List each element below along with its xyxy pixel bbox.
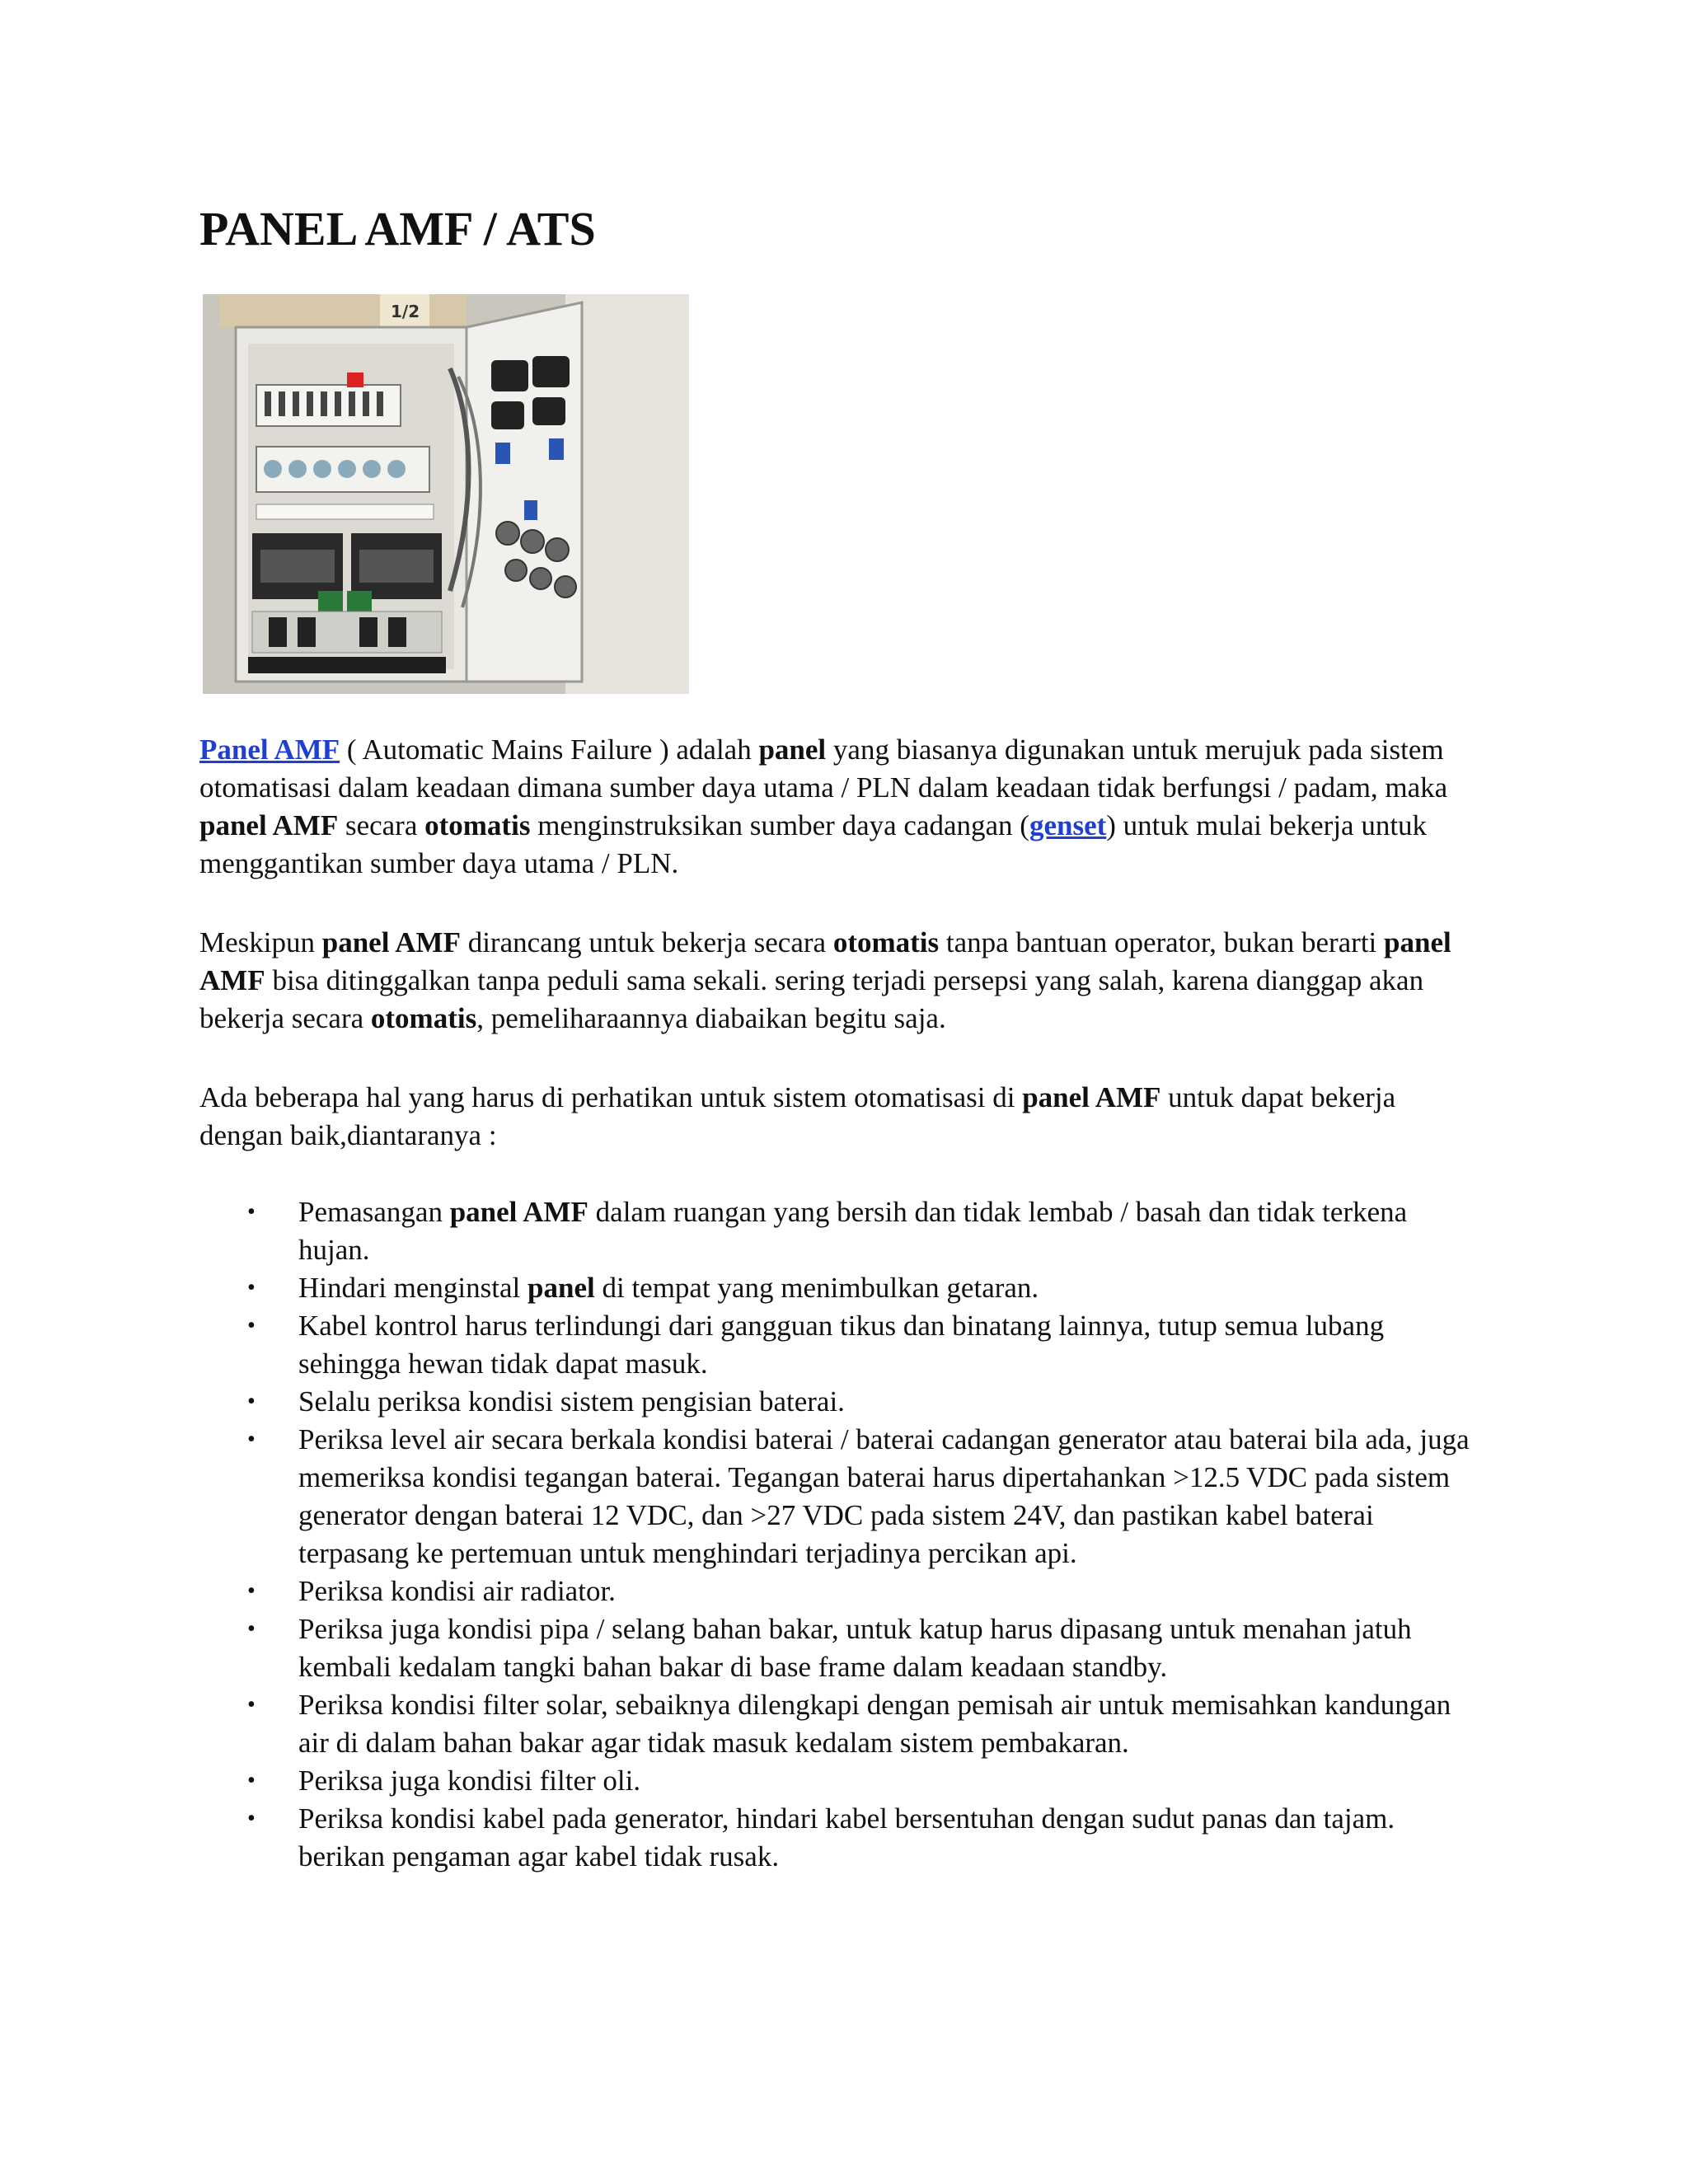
bullet-dot: • (247, 1692, 256, 1718)
text: untuk dapat bekerja dengan baik,diantaranya : (199, 1081, 1396, 1151)
text: tanpa bantuan operator, bukan berarti (939, 926, 1385, 958)
list-item (199, 1383, 1485, 1421)
text: Periksa juga kondisi pipa / selang bahan bakar, untuk katup harus dipasang untuk menahan jatuh kembali kedalam tangki bahan bakar di base frame dalam keadaan standby. (298, 1613, 1412, 1683)
text: Meskipun (199, 926, 322, 958)
text: menginstruksikan sumber daya cadangan ( (530, 809, 1029, 841)
bullet-dot: • (247, 1313, 256, 1338)
page-title: PANEL AMF / ATS (199, 202, 596, 255)
list-item (199, 1307, 1485, 1383)
bold-text: panel (528, 1272, 595, 1304)
checklist (199, 1193, 1485, 1876)
bullet-dot: • (247, 1275, 256, 1301)
text: Ada beberapa hal yang harus di perhatikan untuk sistem otomatisasi di (199, 1081, 1023, 1113)
bold-text: panel AMF (1022, 1081, 1161, 1113)
link-panel-amf[interactable]: Panel AMF (199, 733, 340, 766)
bullet-dot: • (247, 1578, 256, 1604)
bold-text: otomatis (370, 1002, 477, 1034)
text: yang biasanya digunakan untuk merujuk pada sistem otomatisasi dalam keadaan dimana sumber daya utama / PLN dalam keadaan tidak berfungsi / padam, maka (199, 733, 1448, 804)
text: secara (338, 809, 425, 841)
panel-photo (203, 294, 689, 694)
list-item (199, 1800, 1485, 1876)
bold-text: otomatis (424, 809, 531, 841)
text: Periksa level air secara berkala kondisi baterai / baterai cadangan generator atau baterai bila ada, juga memeriksa kondisi tegangan baterai. Tegangan baterai harus dipertahankan >12.5 VDC pada sistem generator dengan baterai 12 VDC, dan >27 VDC pada sistem 24V, dan pastikan kabel baterai terpasang ke pertemuan untuk menghindari terjadinya percikan api. (298, 1423, 1470, 1569)
paragraph-intro (199, 731, 1485, 883)
text: Kabel kontrol harus terlindungi dari gangguan tikus dan binatang lainnya, tutup semua lubang sehingga hewan tidak dapat masuk. (298, 1310, 1385, 1380)
text: Periksa kondisi kabel pada generator, hindari kabel bersentuhan dengan sudut panas dan tajam. berikan pengaman agar kabel tidak rusak. (298, 1802, 1395, 1872)
bold-text: otomatis (832, 926, 940, 958)
bold-text: panel AMF (449, 1196, 588, 1228)
text: Periksa juga kondisi filter oli. (298, 1765, 641, 1797)
bullet-dot: • (247, 1389, 256, 1414)
bold-text: panel AMF (199, 926, 1451, 996)
bullet-dot: • (247, 1768, 256, 1793)
list-item (199, 1269, 1485, 1307)
text: bisa ditinggalkan tanpa peduli sama sekali. sering terjadi persepsi yang salah, karena dianggap akan bekerja secara (199, 964, 1424, 1034)
list-item (199, 1610, 1485, 1686)
paragraph-list-intro (199, 1079, 1485, 1155)
link-genset[interactable]: genset (1029, 809, 1107, 841)
text: , pemeliharaannya diabaikan begitu saja. (476, 1002, 946, 1034)
text: Periksa kondisi filter solar, sebaiknya dilengkapi dengan pemisah air untuk memisahkan kandungan air di dalam bahan bakar agar tidak masuk kedalam sistem pembakaran. (298, 1689, 1451, 1759)
list-item (199, 1421, 1485, 1572)
text: dirancang untuk bekerja secara (460, 926, 833, 958)
text: Selalu periksa kondisi sistem pengisian baterai. (298, 1385, 845, 1418)
text: dalam ruangan yang bersih dan tidak lembab / basah dan tidak terkena hujan. (298, 1196, 1408, 1266)
text: di tempat yang menimbulkan getaran. (594, 1272, 1039, 1304)
bullet-dot: • (247, 1427, 256, 1452)
list-item (199, 1572, 1485, 1610)
text: Hindari menginstal (298, 1272, 528, 1304)
paragraph-maintenance (199, 924, 1485, 1038)
list-item (199, 1193, 1485, 1269)
list-item (199, 1686, 1485, 1762)
text: Pemasangan (298, 1196, 450, 1228)
text: ) untuk mulai bekerja untuk menggantikan sumber daya utama / PLN. (199, 809, 1428, 879)
text: Periksa kondisi air radiator. (298, 1575, 616, 1607)
text: ( Automatic Mains Failure ) adalah (340, 733, 759, 766)
bullet-dot: • (247, 1806, 256, 1831)
bold-text: panel AMF (199, 809, 339, 841)
bold-text: panel AMF (321, 926, 461, 958)
list-item (199, 1762, 1485, 1800)
bullet-dot: • (247, 1616, 256, 1642)
box-label: 1/2 (391, 302, 420, 321)
bullet-dot: • (247, 1199, 256, 1225)
electrical-panel-photo-icon (203, 294, 689, 694)
bold-text: panel (758, 733, 827, 766)
